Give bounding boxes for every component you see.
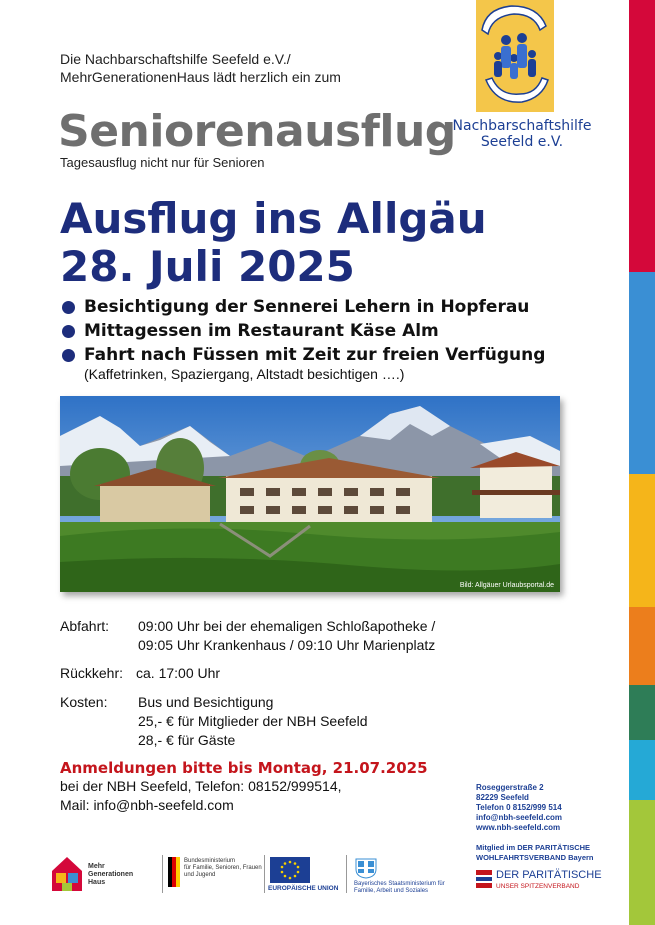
mehrgenerationenhaus-icon xyxy=(50,855,84,893)
divider xyxy=(346,855,347,893)
mgh-line-2: Generationen xyxy=(88,871,134,878)
return-value: ca. 17:00 Uhr xyxy=(136,665,221,681)
bayern-line-2: Familie, Arbeit und Soziales xyxy=(354,888,429,894)
departure-line-2: 09:05 Uhr Krankenhaus / 09:10 Uhr Marienplatz xyxy=(138,637,436,653)
divider xyxy=(162,855,163,893)
paritaetische-logo xyxy=(476,868,602,896)
color-stripe-blue xyxy=(629,272,655,474)
paritaet-slogan: UNSER SPITZENVERBAND xyxy=(496,883,580,890)
contact-address xyxy=(476,783,562,833)
signup-mail-line: Mail: info@nbh-seefeld.com xyxy=(60,797,234,813)
mgh-line-1: Mehr xyxy=(88,863,105,870)
bmfsfj-label xyxy=(184,858,262,879)
color-stripe-green xyxy=(629,685,655,740)
divider xyxy=(264,855,265,893)
bullet-dot-icon xyxy=(62,349,75,362)
costs-info xyxy=(60,693,520,750)
bmfsfj-line-1: Bundesministerium xyxy=(184,858,236,864)
event-destination: Ausflug ins Allgäu xyxy=(60,194,487,243)
departure-info xyxy=(60,617,520,655)
color-stripe-orange xyxy=(629,607,655,685)
page-title: Seniorenausflug xyxy=(58,106,456,157)
program-item-text: Fahrt nach Füssen mit Zeit zur freien Verfügung xyxy=(84,345,546,365)
program-item-text: Mittagessen im Restaurant Käse Alm xyxy=(84,321,439,341)
bayern-ministry-label xyxy=(354,881,445,895)
mgh-line-3: Haus xyxy=(88,879,106,886)
intro-line-1: Die Nachbarschaftshilfe Seefeld e.V./ xyxy=(60,51,291,67)
return-info xyxy=(60,664,520,683)
event-date: 28. Juli 2025 xyxy=(60,242,355,291)
departure-line-1: 09:00 Uhr bei der ehemaligen Schloßapotheke / xyxy=(138,618,436,634)
mgh-label xyxy=(88,863,133,887)
nbh-logo xyxy=(476,0,554,112)
page-subtitle: Tagesausflug nicht nur für Senioren xyxy=(60,155,265,170)
membership-line-2: WOHLFAHRTSVERBAND Bayern xyxy=(476,852,594,862)
sponsor-logos xyxy=(50,855,450,895)
costs-line-1: Bus und Besichtigung xyxy=(138,694,274,710)
german-flag-icon xyxy=(168,857,180,887)
costs-line-2: 25,- € für Mitglieder der NBH Seefeld xyxy=(138,713,368,729)
paritaet-name: DER PARITÄTISCHE xyxy=(496,869,602,881)
bmfsfj-line-3: und Jugend xyxy=(184,872,216,878)
membership-note xyxy=(476,843,594,862)
program-item xyxy=(62,295,545,319)
eu-flag-icon xyxy=(270,857,310,883)
membership-line-1: Mitglied im DER PARITÄTISCHE xyxy=(476,843,591,852)
address-street: Roseggerstraße 2 xyxy=(476,783,544,792)
helping-hands-family-icon xyxy=(476,0,554,112)
intro-text xyxy=(60,50,341,86)
signup-heading: Anmeldungen bitte bis Montag, 21.07.2025 xyxy=(60,759,428,777)
program-list xyxy=(62,295,545,367)
decorative-color-bar xyxy=(629,0,655,925)
nbh-logo-name xyxy=(452,118,592,150)
program-note: (Kaffetrinken, Spaziergang, Altstadt besichtigen ….) xyxy=(84,366,405,382)
bayern-line-1: Bayerisches Staatsministerium für xyxy=(354,881,445,887)
logo-name-line-2: Seefeld e.V. xyxy=(480,134,564,150)
intro-line-2: MehrGenerationenHaus lädt herzlich ein zum xyxy=(60,69,341,85)
bullet-dot-icon xyxy=(62,325,75,338)
allgaeu-landscape-photo xyxy=(60,396,560,592)
eu-label: EUROPÄISCHE UNION xyxy=(268,885,339,892)
bullet-dot-icon xyxy=(62,301,75,314)
program-item xyxy=(62,319,545,343)
color-stripe-yellow xyxy=(629,474,655,607)
logo-name-line-1: Nachbarschaftshilfe xyxy=(452,118,592,134)
signup-phone-line: bei der NBH Seefeld, Telefon: 08152/999514, xyxy=(60,778,342,794)
color-stripe-lime xyxy=(629,800,655,925)
paritaet-mark-icon xyxy=(476,870,492,888)
program-item xyxy=(62,343,545,367)
address-city: 82229 Seefeld xyxy=(476,793,529,802)
bavarian-coat-of-arms-icon xyxy=(354,857,378,879)
address-phone: Telefon 0 8152/999 514 xyxy=(476,803,562,812)
landscape-illustration xyxy=(60,396,560,592)
color-stripe-cyan xyxy=(629,740,655,800)
photo-credit: Bild: Allgäuer Urlaubsportal.de xyxy=(459,582,554,589)
program-item-text: Besichtigung der Sennerei Lehern in Hopferau xyxy=(84,297,530,317)
bmfsfj-line-2: für Familie, Senioren, Frauen xyxy=(184,865,262,871)
departure-label: Abfahrt: xyxy=(60,618,110,634)
address-email: info@nbh-seefeld.com xyxy=(476,813,563,822)
address-web: www.nbh-seefeld.com xyxy=(476,823,561,832)
return-label: Rückkehr: xyxy=(60,665,124,681)
color-stripe-red xyxy=(629,0,655,272)
event-headline xyxy=(60,195,487,291)
costs-line-3: 28,- € für Gäste xyxy=(138,732,236,748)
signup-details xyxy=(60,777,342,815)
costs-label: Kosten: xyxy=(60,694,108,710)
